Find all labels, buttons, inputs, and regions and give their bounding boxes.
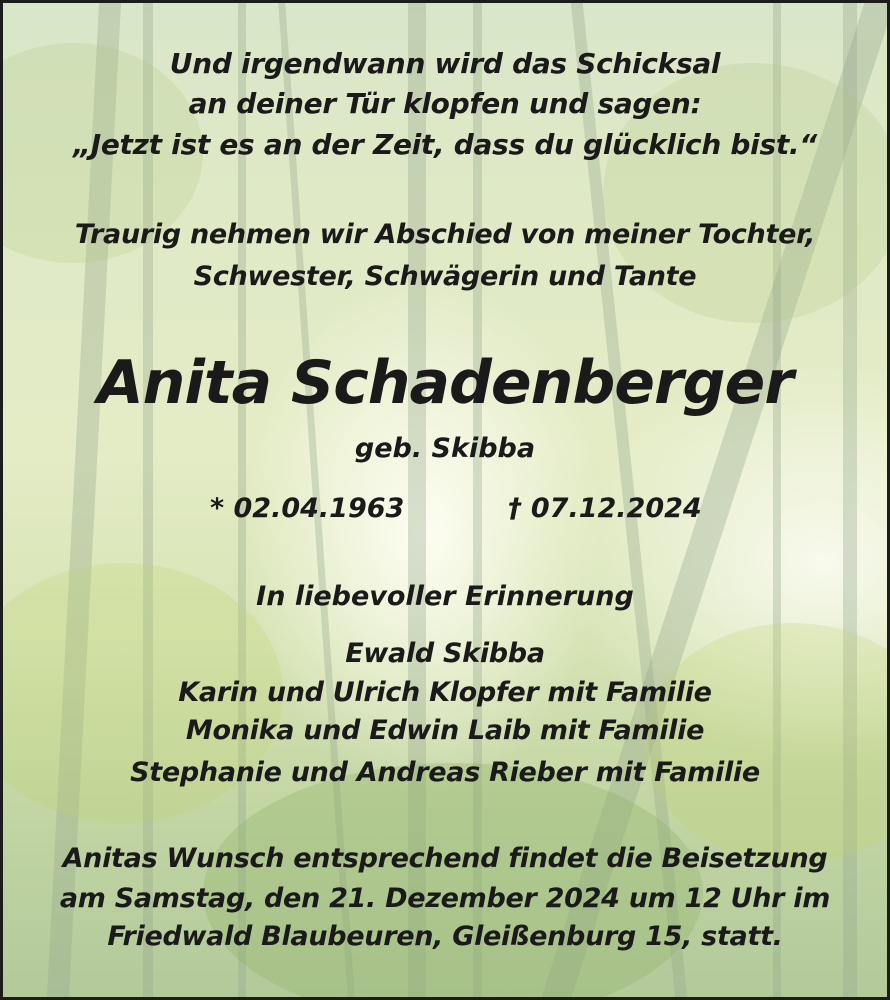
birth-date: * 02.04.1963 — [210, 493, 405, 524]
burial-line: Friedwald Blaubeuren, Gleißenburg 15, statt. — [107, 921, 783, 952]
mourner: Stephanie und Andreas Rieber mit Familie — [130, 757, 760, 788]
burial-line: Anitas Wunsch entsprechend findet die Beisetzung — [62, 843, 828, 874]
birth-name: geb. Skibba — [354, 433, 536, 464]
verse-line: an deiner Tür klopfen und sagen: — [188, 87, 702, 120]
memorial-heading: In liebevoller Erinnerung — [256, 581, 634, 612]
obituary-card — [3, 3, 887, 997]
verse-line: „Jetzt ist es an der Zeit, dass du glücklich bist.“ — [73, 128, 817, 161]
death-date: † 07.12.2024 — [508, 493, 702, 524]
intro-line: Schwester, Schwägerin und Tante — [193, 261, 697, 292]
verse-line: Und irgendwann wird das Schicksal — [169, 47, 721, 80]
obituary-text — [3, 3, 887, 997]
mourner: Ewald Skibba — [345, 638, 545, 669]
deceased-name: Anita Schadenberger — [97, 348, 793, 418]
mourner: Karin und Ulrich Klopfer mit Familie — [178, 677, 712, 708]
life-dates — [3, 493, 887, 533]
burial-line: am Samstag, den 21. Dezember 2024 um 12 Uhr im — [59, 883, 831, 914]
mourner: Monika und Edwin Laib mit Familie — [185, 715, 705, 746]
intro-line: Traurig nehmen wir Abschied von meiner Tochter, — [74, 219, 816, 250]
